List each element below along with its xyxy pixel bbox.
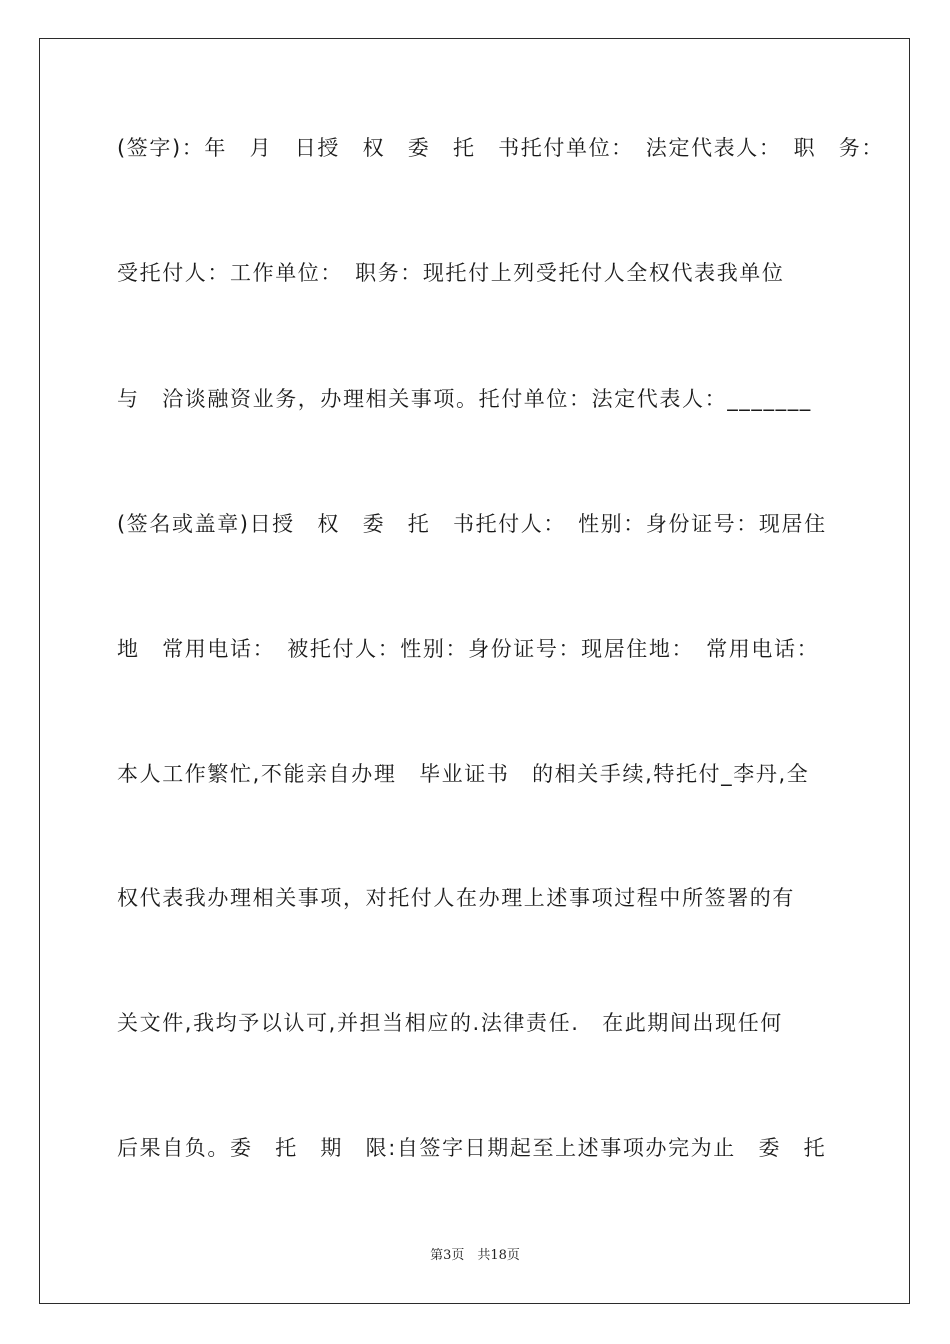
body-text-line-6: 本人工作繁忙,不能亲自办理 毕业证书 的相关手续,特托付_李丹,全 [117, 762, 810, 786]
body-text-line-9: 后果自负。委 托 期 限:自签字日期起至上述事项办完为止 委 托 [117, 1136, 827, 1160]
body-text-line-3: 与 洽谈融资业务，办理相关事项。托付单位：法定代表人：_______ [117, 387, 812, 411]
body-text-line-5: 地 常用电话： 被托付人：性别：身份证号：现居住地： 常用电话： [117, 637, 820, 661]
body-text-line-1: (签字)：年 月 日授 权 委 托 书托付单位： 法定代表人： 职 务： [117, 136, 884, 160]
body-text-line-8: 关文件,我均予以认可,并担当相应的.法律责任. 在此期间出现任何 [117, 1011, 783, 1035]
body-text-line-7: 权代表我办理相关事项，对托付人在办理上述事项过程中所签署的有 [117, 886, 795, 910]
page-number-footer: 第3页 共18页 [430, 1248, 520, 1263]
page-border [39, 38, 910, 1304]
body-text-line-2: 受托付人：工作单位： 职务：现托付上列受托付人全权代表我单位 [117, 261, 785, 285]
body-text-line-4: (签名或盖章)日授 权 委 托 书托付人： 性别：身份证号：现居住 [117, 512, 827, 536]
